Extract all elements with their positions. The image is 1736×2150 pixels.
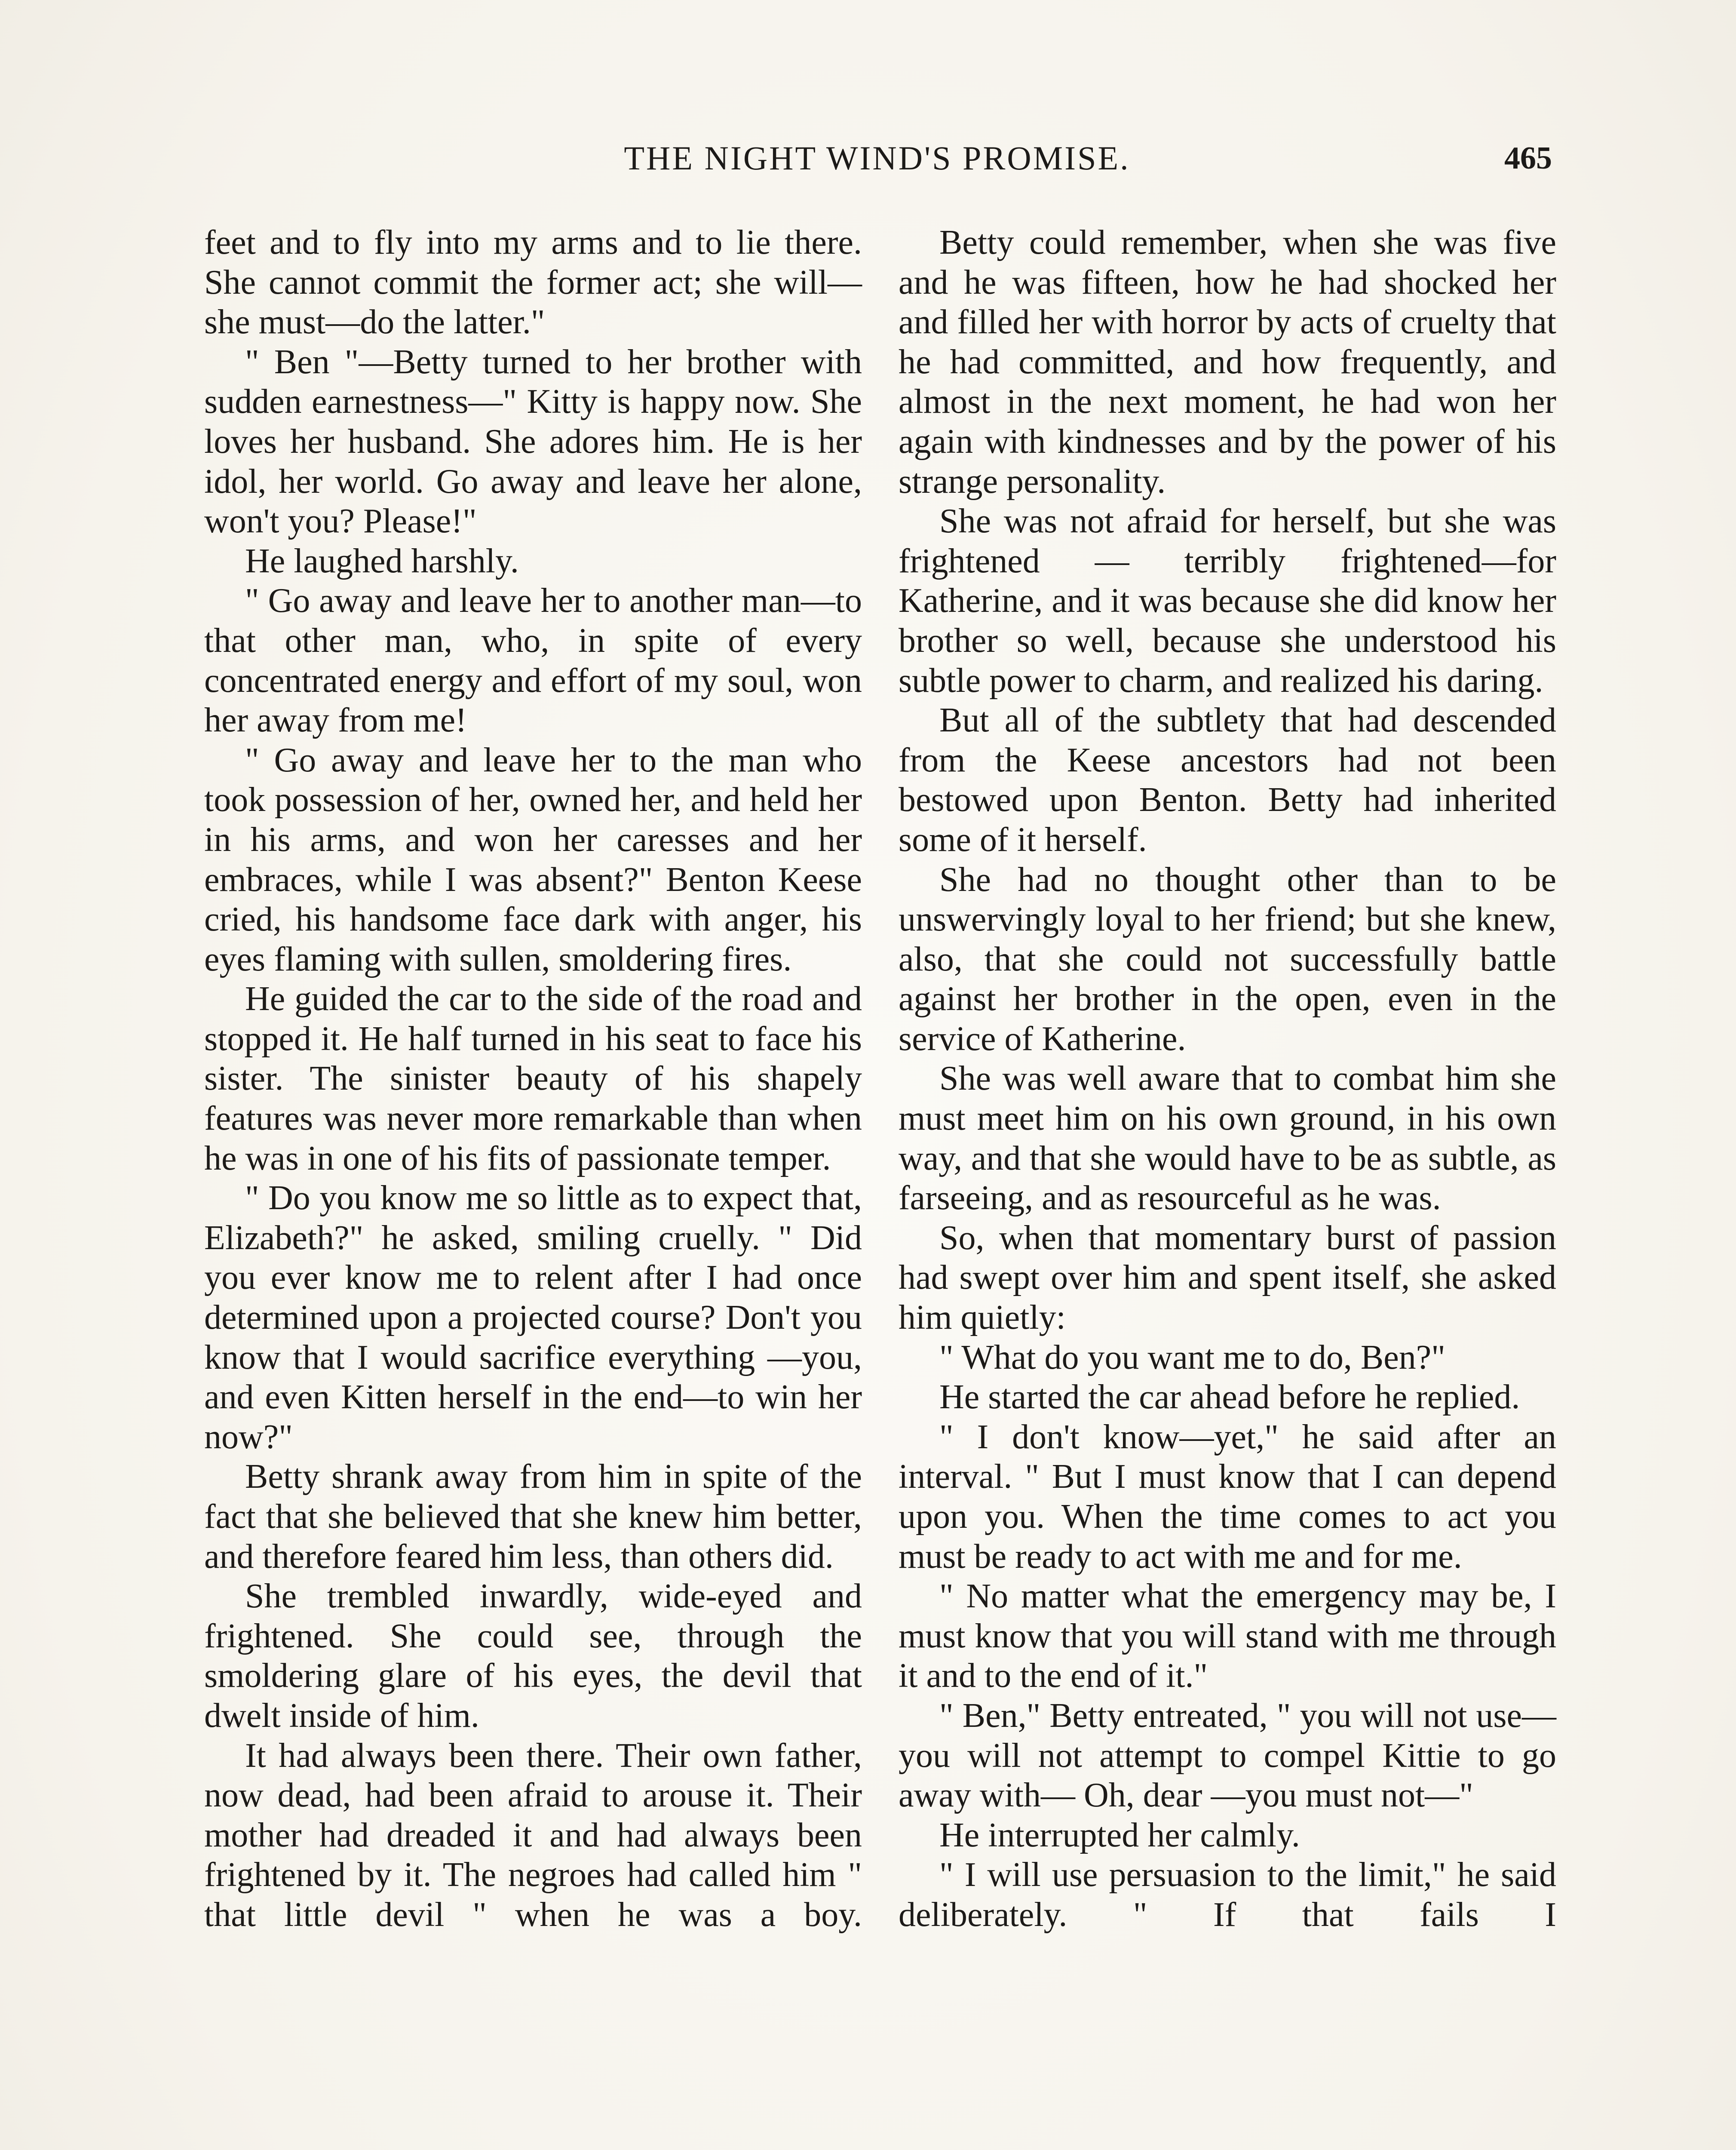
paragraph: He started the car ahead before he replied. [939,1378,1520,1416]
paragraph: He laughed harshly. [245,542,519,580]
paragraph: " Ben "—Betty turned to her brother with sudden earnestness—" Kitty is happy now. She loves her husband. She adores him. He is her idol, her world. Go away and leave her alone, won't you? Please!" [204,343,862,541]
paragraph: " Go away and leave her to another man—to that other man, who, in spite of every concentrated energy and effort of my soul, won her away from me! [204,582,862,740]
paragraph: Betty shrank away from him in spite of the fact that she believed that she knew him better, and therefore feared him less, than others did. [204,1458,862,1576]
paragraph: But all of the subtlety that had descended from the Keese ancestors had not been bestowed upon Benton. Betty had inherited some of it herself. [899,701,1556,859]
paragraph: " Do you know me so little as to expect that, Elizabeth?" he asked, smiling cruelly. " Did you ever know me to relent after I had once determined upon a projected course? Don't you know that I would sacrifice everything —you, and even Kitten herself in the end—to win her now?" [204,1179,862,1456]
paragraph: " I don't know—yet," he said after an interval. " But I must know that I can depend upon you. When the time comes to act you must be ready to act with me and for me. [899,1418,1556,1576]
running-head: THE NIGHT WIND'S PROMISE. [624,139,1130,177]
page-header [202,137,1552,180]
paragraph: " What do you want me to do, Ben?" [939,1338,1445,1376]
paragraph: " No matter what the emergency may be, I must know that you will stand with me through it and to the end of it." [899,1577,1556,1695]
paragraph: She was well aware that to combat him she must meet him on his own ground, in his own way, and that she would have to be as subtle, as farseeing, and as resourceful as he was. [899,1060,1556,1217]
paragraph: He guided the car to the side of the road and stopped it. He half turned in his seat to face his sister. The sinister beauty of his shapely features was never more remarkable than when he was in one of his fits of passionate temper. [204,980,862,1177]
page-number: 465 [1504,141,1552,176]
paragraph: " I will use persuasion to the limit," he said deliberately. " If that fails I [899,1856,1556,1934]
left-column [204,223,862,1935]
paragraph: feet and to fly into my arms and to lie there. She cannot commit the former act; she will—she must—do the latter." [204,224,862,341]
paragraph: " Go away and leave her to the man who took possession of her, owned her, and held her in his arms, and won her caresses and her embraces, while I was absent?" Benton Keese cried, his handsome face dark with anger, his eyes flaming with sullen, smoldering fires. [204,741,862,978]
paragraph: Betty could remember, when she was five and he was fifteen, how he had shocked her and filled her with horror by acts of cruelty that he had committed, and how frequently, and almost in the next moment, he had won her again with kindnesses and by the power of his strange personality. [899,224,1556,501]
paragraph: She had no thought other than to be unswervingly loyal to her friend; but she knew, also, that she could not successfully battle against her brother in the open, even in the service of Katherine. [899,860,1556,1058]
paragraph: " Ben," Betty entreated, " you will not use—you will not attempt to compel Kittie to go away with— Oh, dear —you must not—" [899,1696,1556,1815]
paragraph: She trembled inwardly, wide-eyed and frightened. She could see, through the smoldering glare of his eyes, the devil that dwelt inside of him. [204,1577,862,1735]
right-column [899,223,1556,1935]
paragraph: She was not afraid for herself, but she was frightened — terribly frightened—for Katherine, and it was because she did know her brother so well, because she understood his subtle power to charm, and realized his daring. [899,502,1556,700]
paragraph: He interrupted her calmly. [939,1816,1300,1854]
paragraph: It had always been there. Their own father, now dead, had been afraid to arouse it. Their mother had dreaded it and had always been frightened by it. The negroes had called him " that little devil " when he was a boy. [204,1736,862,1934]
paragraph: So, when that momentary burst of passion had swept over him and spent itself, she asked him quietly: [899,1219,1556,1337]
